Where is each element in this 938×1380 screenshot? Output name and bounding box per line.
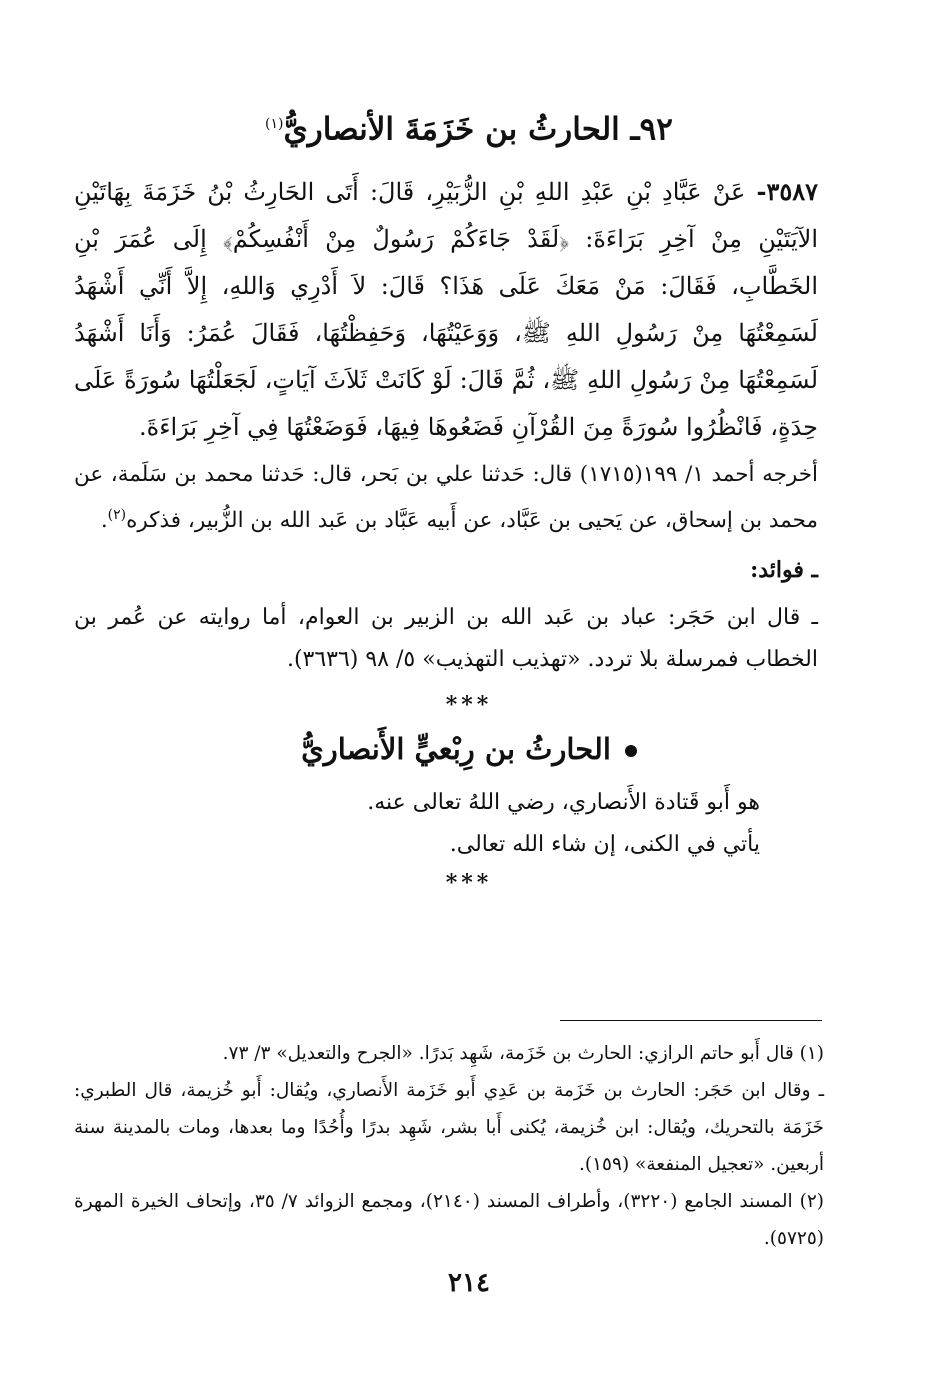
footnotes bbox=[74, 1035, 824, 1257]
footnote-ref-2[interactable]: (٢) bbox=[107, 507, 127, 523]
footnote-1-line-2: ـ وقال ابن حَجَر: الحارث بن خَزَمة بن عَدِي أَبو خَزَمة الأَنصاري، ويُقال: أَبو خُزيمة، قال الطبري: خَزَمَة بالتحريك، ويُقال: ابن خُزيمة، يُكنى أَبا بشر، شَهِد بدرًا وأُحُدًا وما بعدها، ومات بالمدينة سنة أربعين. «تعجيل المنفعة» (١٥٩). bbox=[74, 1080, 824, 1175]
takhrij-end: . bbox=[100, 508, 108, 534]
fawaid-label: ـ فوائد: bbox=[750, 557, 818, 583]
fawaid-text: ـ قال ابن حَجَر: عباد بن عَبد الله بن الزبير بن العوام، أما روايته عن عُمر بن الخطاب فمرسلة بلا تردد. «تهذيب التهذيب» ٥/ ٩٨ (٣٦٣٦). bbox=[74, 605, 818, 672]
separator-stars-1: *** bbox=[445, 692, 493, 718]
bio-block bbox=[300, 782, 760, 866]
section-heading-harith-ribi bbox=[80, 726, 858, 772]
footnote-ref-1[interactable]: (١) bbox=[265, 116, 284, 132]
footnote-1-line-1: (١) قال أَبو حاتم الرازي: الحارث بن خَزَمة، شَهِد بَدرًا. «الجرح والتعديل» ٣/ ٧٣. bbox=[222, 1043, 824, 1064]
separator-stars-2: *** bbox=[445, 870, 493, 896]
heading-1-text: ٩٢ـ الحارثُ بن خَزَمَةَ الأنصاريُّ bbox=[283, 111, 673, 148]
bio-line-2: يأتي في الكنى، إن شاء الله تعالى. bbox=[449, 832, 760, 857]
hadith-3587 bbox=[74, 168, 818, 451]
section-heading-92 bbox=[80, 100, 858, 153]
page-number: ٢١٤ bbox=[448, 1268, 490, 1298]
heading-2-text: الحارثُ بن رِبْعيٍّ الأَنصاريُّ bbox=[301, 732, 611, 766]
footnote-2: (٢) المسند الجامع (٣٢٢٠)، وأطراف المسند (٢١٤٠)، ومجمع الزوائد ٧/ ٣٥، وإتحاف الخيرة المهرة (٥٧٢٥). bbox=[74, 1191, 824, 1249]
footnote-divider bbox=[560, 1020, 822, 1021]
takhrij-text: أخرجه أحمد ١/ ١٩٩(١٧١٥) قال: حَدثنا علي بن بَحر، قال: حَدثنا محمد بن سَلَمة، عن محمد بن إسحاق، عن يَحيى بن عَبَّاد، عن أَبيه عَبَّاد بن عَبد الله بن الزُّبير، فذكره bbox=[74, 462, 819, 534]
bullet-icon bbox=[625, 745, 637, 757]
takhrij-paragraph bbox=[74, 455, 818, 541]
hadith-text: عَنْ عَبَّادِ بْنِ عَبْدِ اللهِ بْنِ الزُّبَيْرِ، قَالَ: أَتَى الحَارِثُ بْنُ خَزَمَةَ بِهَاتَيْنِ الآيَتَيْنِ مِنْ آخِرِ بَرَاءَةَ: ﴿لَقَدْ جَاءَكُمْ رَسُولٌ مِنْ أَنْفُسِكُمْ﴾ إِلَى عُمَرَ بْنِ الخَطَّابِ، فَقَالَ: مَنْ مَعَكَ عَلَى هَذَا؟ قَالَ: لاَ أَدْرِي وَاللهِ، إِلاَّ أَنِّي أَشْهَدُ لَسَمِعْتُهَا مِنْ رَسُولِ اللهِ ﷺ، وَوَعَيْتُهَا، وَحَفِظْتُهَا، فَقَالَ عُمَرُ: وَأَنَا أَشْهَدُ لَسَمِعْتُهَا مِنْ رَسُولِ اللهِ ﷺ، ثُمَّ قَالَ: لَوْ كَانَتْ ثَلاَثَ آيَاتٍ، لَجَعَلْتُهَا سُورَةً عَلَى حِدَةٍ، فَانْظُرُوا سُورَةً مِنَ القُرْآنِ فَضَعُوهَا فِيهَا، فَوَضَعْتُهَا فِي آخِرِ بَرَاءَةَ. bbox=[74, 178, 818, 441]
bio-line-1: هو أَبو قَتادة الأَنصاري، رضي اللهُ تعالى عنه. bbox=[367, 790, 760, 815]
hadith-number: ٣٥٨٧- bbox=[756, 177, 818, 206]
